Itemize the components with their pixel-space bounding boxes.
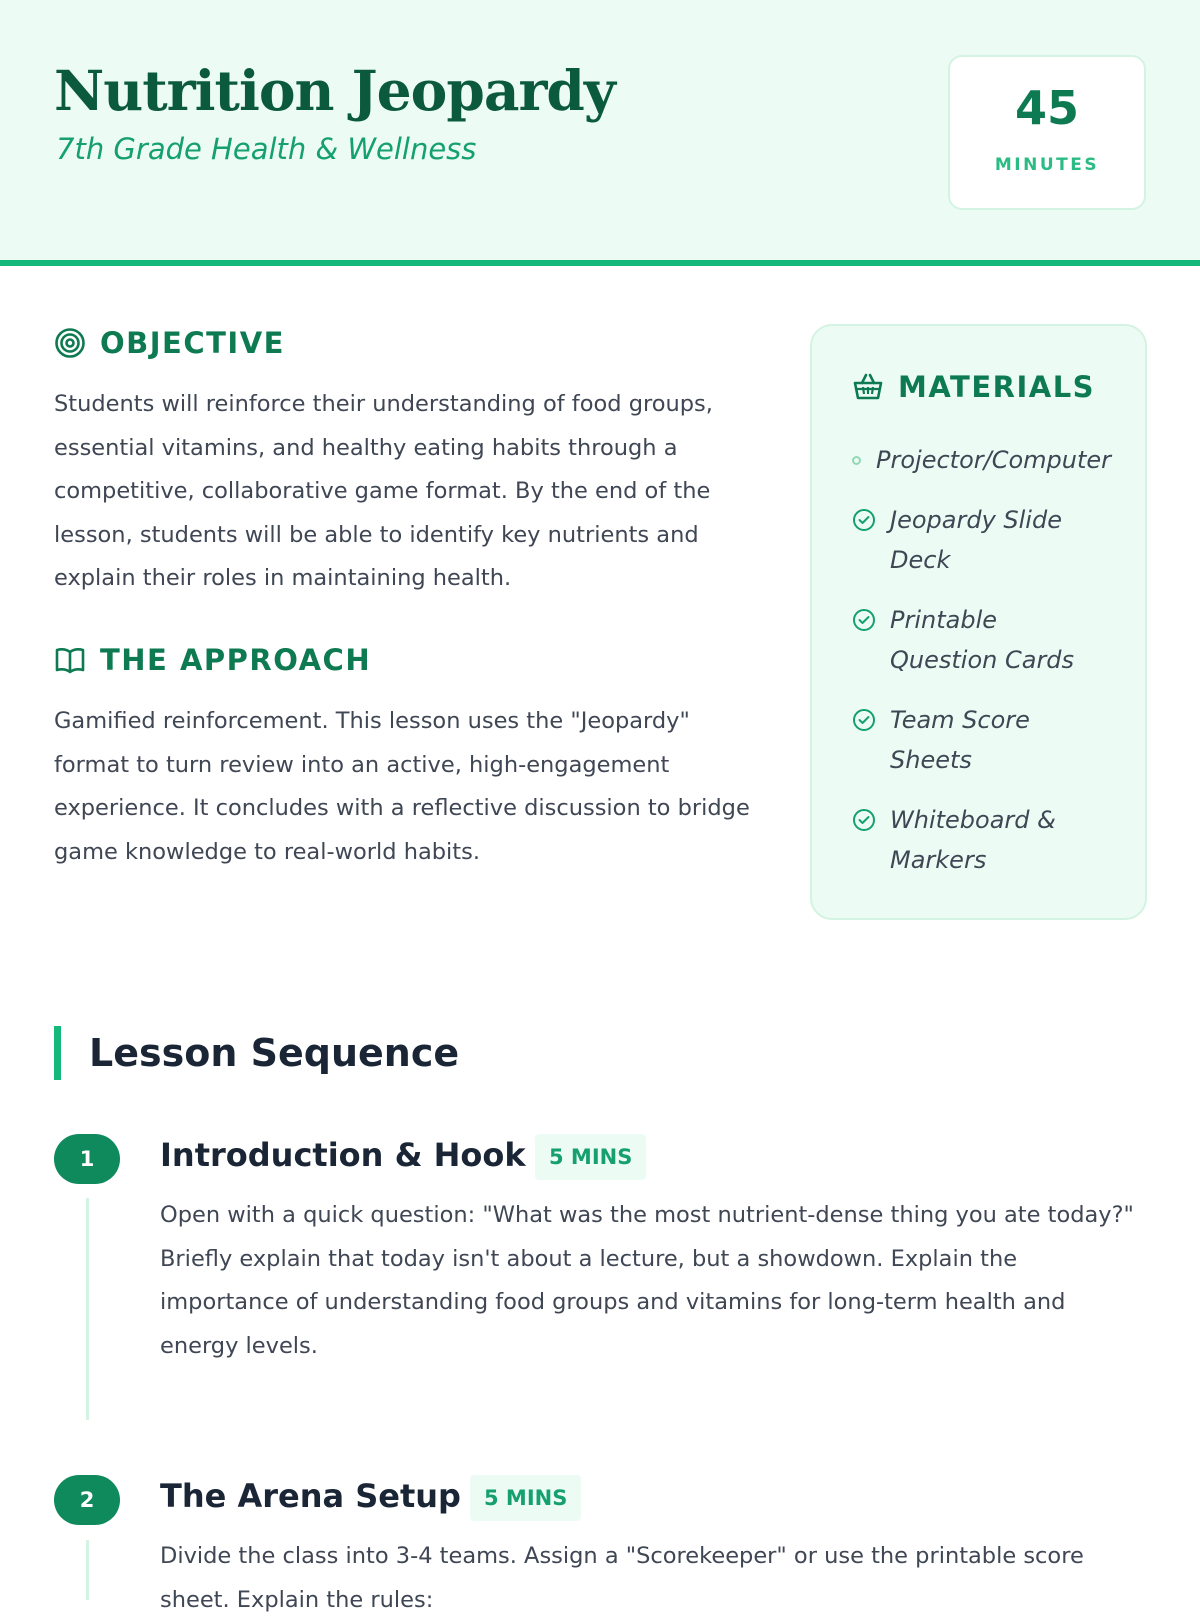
approach-text: Gamified reinforcement. This lesson uses the "Jeopardy" format to turn review into an active, high-engagement experience. It concludes with a reflective discussion to bridge game knowledge to real-world habits. [54, 708, 750, 865]
material-item [852, 440, 1116, 480]
step-title: The Arena Setup [160, 1477, 461, 1515]
materials-heading-label: MATERIALS [898, 370, 1096, 404]
duration-card [948, 55, 1146, 210]
page-subtitle: 7th Grade Health & Wellness [56, 132, 477, 166]
step-connector [86, 1198, 89, 1420]
step-description: Divide the class into 3-4 teams. Assign a "Scorekeeper" or use the printable score sheet. Explain the rules: [160, 1543, 1084, 1613]
material-label: Projector/Computer [876, 446, 1112, 474]
dot-icon [852, 456, 861, 465]
material-item [852, 500, 1080, 580]
objective-heading [54, 326, 285, 360]
material-item [852, 600, 1080, 680]
check-circle-icon [852, 708, 876, 732]
step-connector [86, 1540, 89, 1600]
page-header [0, 0, 1200, 266]
objective-heading-label: OBJECTIVE [100, 326, 285, 360]
duration-unit: MINUTES [994, 155, 1100, 175]
step-title: Introduction & Hook [160, 1136, 526, 1174]
approach-heading-label: THE APPROACH [100, 643, 372, 677]
check-circle-icon [852, 608, 876, 632]
materials-heading [852, 370, 1095, 404]
material-label: Jeopardy Slide Deck [890, 506, 1062, 574]
check-circle-icon [852, 808, 876, 832]
basket-icon [852, 371, 884, 403]
material-item [852, 700, 1080, 780]
material-label: Whiteboard & Markers [890, 806, 1056, 874]
step-number: 1 [54, 1134, 120, 1184]
approach-heading [54, 643, 371, 677]
check-circle-icon [852, 508, 876, 532]
book-open-icon [54, 644, 86, 676]
material-label: Printable Question Cards [890, 606, 1075, 674]
material-item [852, 800, 1080, 880]
step-description: Open with a quick question: "What was the most nutrient-dense thing you ate today?" Briefly explain that today isn't about a lecture, but a showdown. Explain the importance of understanding food groups and vitamins for long-term health and energy levels. [160, 1202, 1134, 1359]
step-duration-badge: 5 MINS [535, 1134, 646, 1180]
duration-value: 45 [1014, 81, 1079, 135]
material-label: Team Score Sheets [890, 706, 1030, 774]
objective-text: Students will reinforce their understanding of food groups, essential vitamins, and healthy eating habits through a competitive, collaborative game format. By the end of the lesson, students will be able to identify key nutrients and explain their roles in maintaining health. [54, 391, 713, 591]
step-number: 2 [54, 1475, 120, 1525]
lesson-sequence-heading: Lesson Sequence [54, 1026, 459, 1080]
materials-panel [810, 324, 1147, 920]
step-duration-badge: 5 MINS [470, 1475, 581, 1521]
target-icon [54, 327, 86, 359]
page-title: Nutrition Jeopardy [54, 58, 615, 123]
